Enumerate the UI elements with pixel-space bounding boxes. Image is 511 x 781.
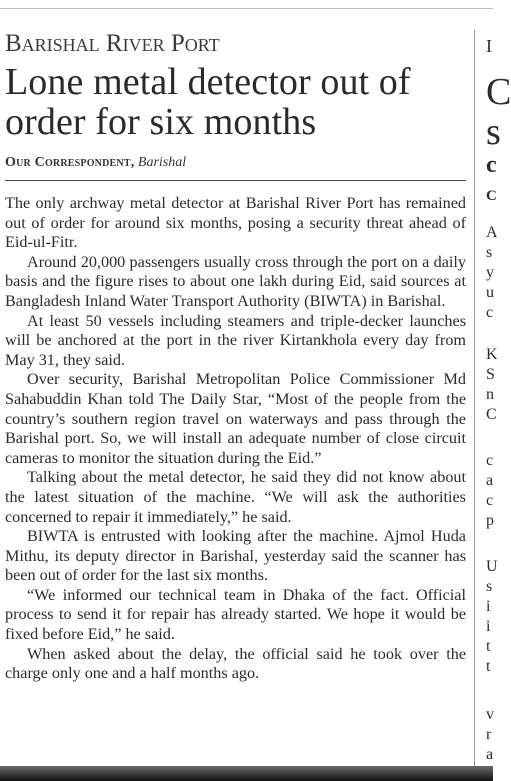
adjacent-column-fragment: i (486, 598, 491, 615)
byline (5, 155, 466, 171)
article-paragraph: BIWTA is entrusted with looking after the machine. Ajmol Huda Mithu, its deputy director in Barishal, yesterday said the scanner has been out of order for the last six months. (5, 527, 466, 585)
article-paragraph: When asked about the delay, the official said he took over the charge only one and a half months ago. (5, 644, 466, 683)
adjacent-column-fragment: s (486, 244, 493, 261)
adjacent-column-fragment: I (486, 36, 492, 56)
adjacent-column-fragment: c (486, 152, 497, 178)
adjacent-column-fragment: c (486, 452, 494, 469)
adjacent-column-fragment: n (486, 386, 494, 403)
adjacent-column-fragment: C (486, 188, 497, 204)
adjacent-column-fragment: a (486, 746, 494, 763)
adjacent-column-fragment: a (486, 472, 494, 489)
article-paragraph: Over security, Barishal Metropolitan Police Commissioner Md Sahabuddin Khan told The Daily Star, “Most of the people from the country’s southern region travel on waterways and pass through the Barishal port. So, we will install an adequate number of close circuit cameras to monitor the situation during the Eid.” (5, 370, 466, 467)
adjacent-column-fragment: c (486, 492, 494, 509)
adjacent-column-fragment: i (486, 618, 491, 635)
adjacent-column-fragment: u (486, 284, 494, 301)
adjacent-column-fragment: A (486, 224, 498, 241)
top-rule (0, 8, 493, 9)
scan-bottom-edge (0, 766, 493, 781)
adjacent-column-fragment: s (486, 578, 493, 595)
column-divider (474, 30, 475, 781)
adjacent-column-fragment: C (486, 406, 497, 423)
adjacent-column-clipped (486, 30, 511, 781)
adjacent-column-fragment: U (486, 558, 498, 575)
adjacent-column-fragment: v (486, 706, 494, 723)
article-paragraph: The only archway metal detector at Barishal River Port has remained out of order for around six months, posing a security threat ahead of Eid-ul-Fitr. (5, 194, 466, 252)
byline-divider (5, 180, 466, 181)
adjacent-column-fragment: t (486, 638, 491, 655)
adjacent-column-fragment: r (486, 726, 492, 743)
adjacent-column-fragment: K (486, 346, 498, 363)
article-kicker: Barishal River Port (5, 30, 220, 57)
article-body (5, 194, 466, 684)
adjacent-column-fragment: c (486, 304, 494, 321)
adjacent-column-fragment: S (486, 366, 495, 383)
article-paragraph: At least 50 vessels including steamers and triple-decker launches will be anchored at the port in the river Kirtankhola every day from May 31, they said. (5, 311, 466, 369)
article-paragraph: “We informed our technical team in Dhaka of the fact. Official process to send it for repair has already started. We hope it would be fixed before Eid,” he said. (5, 585, 466, 644)
news-article (5, 30, 466, 684)
adjacent-column-fragment: y (486, 264, 494, 281)
article-paragraph: Around 20,000 passengers usually cross through the port on a daily basis and the figure rises to about one lakh during Eid, said sources at Bangladesh Inland Water Transport Authority (BIWTA) in Barishal. (5, 252, 466, 310)
adjacent-column-fragment: t (486, 658, 491, 675)
byline-author: Our Correspondent, (5, 155, 135, 170)
byline-location: Barishal (137, 155, 187, 170)
adjacent-column-fragment: C (486, 71, 511, 113)
article-headline: Lone metal detector out of order for six months (5, 61, 411, 143)
adjacent-column-fragment: s (486, 111, 501, 153)
article-paragraph: Talking about the metal detector, he said they did not know about the latest situation of the machine. “We will ask the authorities concerned to repair it immediately,” he said. (5, 468, 466, 526)
adjacent-column-fragment: p (486, 512, 494, 529)
